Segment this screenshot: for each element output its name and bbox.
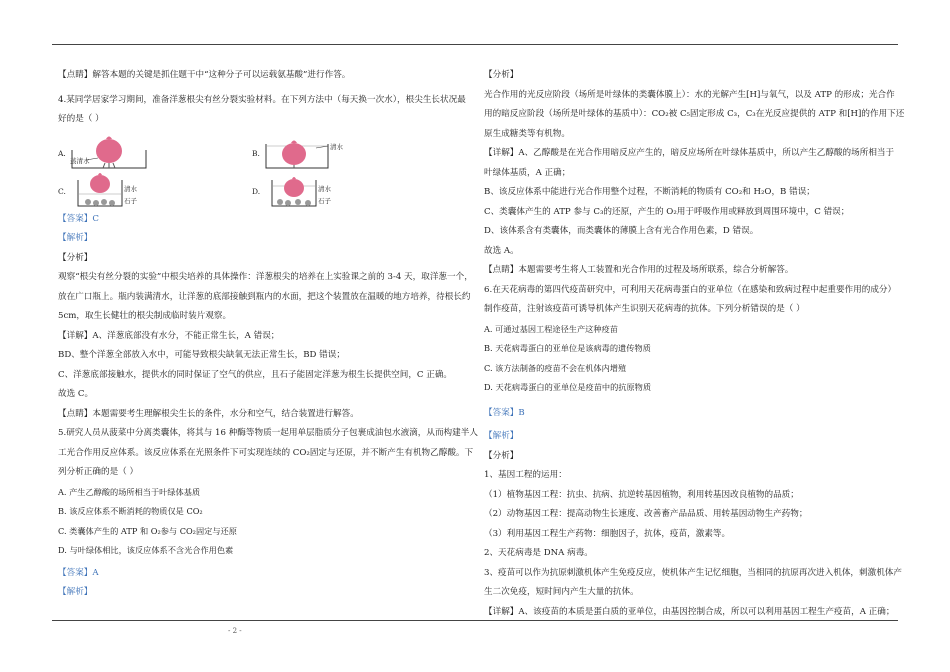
detail-4-line3: C、洋葱底部接触水，提供水的同时保证了空气的供应，且石子能固定洋葱为根生长提供空间，C 正确。 (58, 369, 453, 380)
analysis-5-line1: 光合作用的光反应阶段（场所是叶绿体的类囊体膜上）：水的光解产生[H]与氧气，以及 ATP 的形成；光合作 (484, 89, 895, 100)
question-6-option-b: B. 天花病毒蛋白的亚单位是该病毒的遗传物质 (484, 343, 651, 353)
question-5-option-d: D. 与叶绿体相比，该反应体系不含光合作用色素 (58, 545, 234, 555)
dianjing-5: 【点睛】本题需要考生将人工装置和光合作用的过程及场所联系，综合分析解答。 (484, 265, 794, 275)
detail-5-line4: C、类囊体产生的 ATP 参与 C₃的还原，产生的 O₂用于呼吸作用或释放到周围环境中，C 错误； (484, 206, 850, 217)
analysis-4-line3: 5cm，取生长健壮的根尖制成临时装片观察。 (58, 311, 232, 321)
question-5-option-a: A. 产生乙醇酸的场所相当于叶绿体基质 (58, 486, 201, 497)
dianjing-note: 【点睛】解答本题的关键是抓住题干中“这种分子可以运载氨基酸”进行作答。 (58, 70, 351, 80)
analysis-6-line5: 2、天花病毒是 DNA 病毒。 (484, 548, 593, 558)
figure-b-caption: 清水 (330, 142, 343, 151)
fenxi-5: 【分析】 (484, 70, 519, 80)
figure-a-caption: 蒸清水 (70, 156, 90, 165)
analysis-5-line3: 原生成糖类等有机物。 (484, 128, 570, 139)
detail-5-line3: B、该反应体系中能进行光合作用整个过程，不断消耗的物质有 CO₂和 H₂O，B 错误； (484, 187, 815, 197)
analysis-6-line6: 3、疫苗可以作为抗原刺激机体产生免疫反应，使机体产生记忆细胞，当相同的抗原再次进入机体，刺激机体产 (484, 567, 902, 578)
jiexi-5: 【解析】 (58, 587, 93, 597)
left-column (58, 66, 478, 603)
question-6-stem: 6.在天花病毒的第四代疫苗研究中，可利用天花病毒蛋白的亚单位（在感染和致病过程中起重要作用的成分） (484, 284, 897, 295)
jiexi-6: 【解析】 (484, 431, 519, 441)
question-6-stem-2: 制作疫苗，注射该疫苗可诱导机体产生识别天花病毒的抗体。下列分析错误的是（ ） (484, 304, 805, 314)
fenxi-4: 【分析】 (58, 252, 93, 263)
figure-d-caption-water: 清水 (318, 184, 331, 193)
analysis-6-line4: （3）利用基因工程生产药物：细胞因子，抗体，疫苗，激素等。 (484, 528, 731, 539)
question-5-option-c: C. 类囊体产生的 ATP 和 O₂参与 CO₂固定与还原 (58, 525, 237, 536)
answer-4: 【答案】C (58, 213, 99, 224)
detail-5-line1: 【详解】A、乙醇酸是在光合作用暗反应产生的，暗反应场所在叶绿体基质中，所以产生乙醇酸的场所相当于 (484, 148, 895, 158)
jiexi-4: 【解析】 (58, 233, 93, 243)
figure-row-cd (58, 172, 473, 210)
question-5-stem-2: 工光合作用反应体系。该反应体系在光照条件下可实现连续的 CO₂固定与还原，并不断产生有机物乙醇酸。下 (58, 447, 474, 458)
detail-4-line4: 故选 C。 (58, 389, 94, 399)
analysis-6-line7: 生二次免疫，短时间内产生大量的抗体。 (484, 587, 639, 597)
detail-4-line1: 【详解】A、洋葱底部没有水分，不能正常生长，A 错误； (58, 330, 280, 341)
detail-5-line6: 故选 A。 (484, 245, 519, 256)
question-6-option-c: C. 该方法制备的疫苗不会在机体内增殖 (484, 362, 627, 373)
right-column (484, 66, 905, 622)
top-rule (52, 44, 898, 45)
figure-d-caption-stones: 石子 (318, 196, 331, 205)
question-5-stem: 5.研究人员从菠菜中分离类囊体，将其与 16 种酶等物质一起用单层脂质分子包裹成油包水液滴，从而构建半人 (58, 428, 478, 438)
fenxi-6: 【分析】 (484, 450, 519, 461)
answer-5: 【答案】A (58, 567, 99, 578)
question-5-option-b: B. 该反应体系不断消耗的物质仅是 CO₂ (58, 506, 203, 516)
analysis-4-line2: 放在广口瓶上。瓶内装满清水，让洋葱的底部接触到瓶内的水面，把这个装置放在温暖的地方培养，待根长约 (58, 291, 471, 302)
detail-5-line5: D、该体系含有类囊体，而类囊体的薄膜上含有光合作用色素，D 错误。 (484, 226, 759, 236)
figure-c-label: C. (58, 186, 66, 196)
question-4-stem: 4.某同学居家学习期间，准备洋葱根尖有丝分裂实验材料。在下列方法中（每天换一次水），根尖生长状况最 (58, 94, 466, 105)
analysis-6-line2: （1）植物基因工程：抗虫、抗病、抗逆转基因植物，利用转基因改良植物的品质； (484, 489, 799, 500)
question-6-option-a: A. 可通过基因工程途径生产这种疫苗 (484, 323, 618, 334)
detail-4-line2: BD、整个洋葱全部放入水中，可能导致根尖缺氧无法正常生长，BD 错误； (58, 350, 345, 360)
figure-a-label: A. (58, 148, 66, 158)
question-5-stem-3: 列分析正确的是（ ） (58, 467, 139, 477)
analysis-6-line3: （2）动物基因工程：提高动物生长速度、改善畜产品品质、用转基因动物生产药物； (484, 509, 808, 519)
figure-d-label: D. (252, 186, 261, 196)
analysis-5-line2: 用的暗反应阶段（场所是叶绿体的基质中）：CO₂被 C₅固定形成 C₃，C₃在光反应提供的 ATP 和[H]的作用下还 (484, 109, 905, 119)
detail-5-line2: 叶绿体基质，A 正确； (484, 167, 571, 178)
figure-b-label: B. (252, 148, 260, 158)
question-4-stem-end: 好的是（ ） (58, 114, 104, 124)
analysis-6-line1: 1、基因工程的运用： (484, 470, 567, 480)
figure-c-caption-water: 清水 (124, 184, 137, 193)
figure-row-ab (58, 134, 473, 172)
detail-6-line1: 【详解】A、该疫苗的本质是蛋白质的亚单位，由基因控制合成，所以可以利用基因工程生产疫苗，A 正确； (484, 606, 895, 617)
question-6-option-d: D. 天花病毒蛋白的亚单位是疫苗中的抗原物质 (484, 382, 652, 392)
analysis-4-line1: 观察“根尖有丝分裂的实验”中根尖培养的具体操作：洋葱根尖的培养在上实验课之前的 3-4 天，取洋葱一个， (58, 272, 473, 282)
figure-c-caption-stones: 石子 (124, 196, 137, 205)
page-number: - 2 - (228, 627, 242, 635)
answer-6: 【答案】B (484, 407, 525, 418)
dianjing-4: 【点睛】本题需要考生理解根尖生长的条件，水分和空气，结合装置进行解答。 (58, 408, 359, 419)
